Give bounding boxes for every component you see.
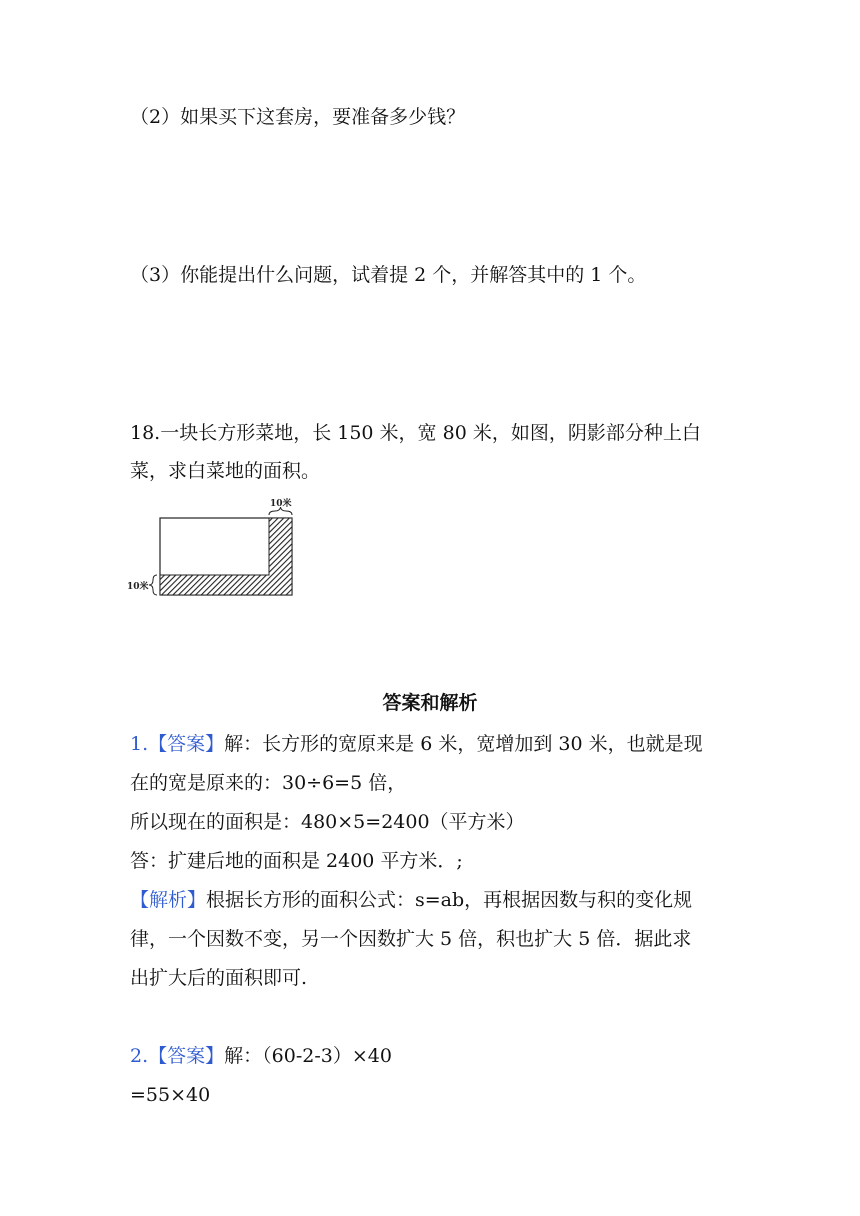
answer-tag: 【答案】 <box>148 1045 225 1067</box>
answer-tag: 【答案】 <box>148 733 225 755</box>
answer-2-number: 2. <box>130 1045 149 1067</box>
vegetable-field-figure <box>125 495 305 605</box>
top-width-label: 10米 <box>270 499 292 509</box>
answer-1-line-4: 答：扩建后地的面积是 2400 平方米．; <box>130 850 463 872</box>
analysis-1-line-3: 出扩大后的面积即可. <box>130 967 308 989</box>
answer-1-line-2: 在的宽是原来的：30÷6=5 倍， <box>130 772 407 794</box>
answer-1-line-1 <box>130 731 703 757</box>
analysis-1-line-2: 律，一个因数不变，另一个因数扩大 5 倍，积也扩大 5 倍．据此求 <box>130 928 692 950</box>
question-17-part-3: （3）你能提出什么问题，试着提 2 个，并解答其中的 1 个。 <box>130 264 647 286</box>
left-width-label: 10米 <box>127 582 149 592</box>
answer-2-text: 解：（60-2-3）×40 <box>224 1045 392 1067</box>
left-brace <box>149 575 157 595</box>
question-18-line-2: 菜，求白菜地的面积。 <box>130 460 321 482</box>
answer-2-line-2: =55×40 <box>130 1084 211 1106</box>
answer-1-text: 解：长方形的宽原来是 6 米，宽增加到 30 米，也就是现 <box>224 733 703 755</box>
answer-2-line-1 <box>130 1043 392 1069</box>
answers-section-title: 答案和解析 <box>382 692 478 714</box>
analysis-tag: 【解析】 <box>130 889 207 911</box>
answer-1-number: 1. <box>130 733 149 755</box>
analysis-1-text: 根据长方形的面积公式：s=ab，再根据因数与积的变化规 <box>206 889 693 911</box>
analysis-1-line-1 <box>130 887 692 913</box>
question-18-line-1: 18.一块长方形菜地，长 150 米，宽 80 米，如图，阴影部分种上白 <box>130 422 701 444</box>
question-17-part-2: （2）如果买下这套房，要准备多少钱？ <box>130 106 466 128</box>
answer-1-line-3: 所以现在的面积是：480×5=2400（平方米） <box>130 811 525 833</box>
